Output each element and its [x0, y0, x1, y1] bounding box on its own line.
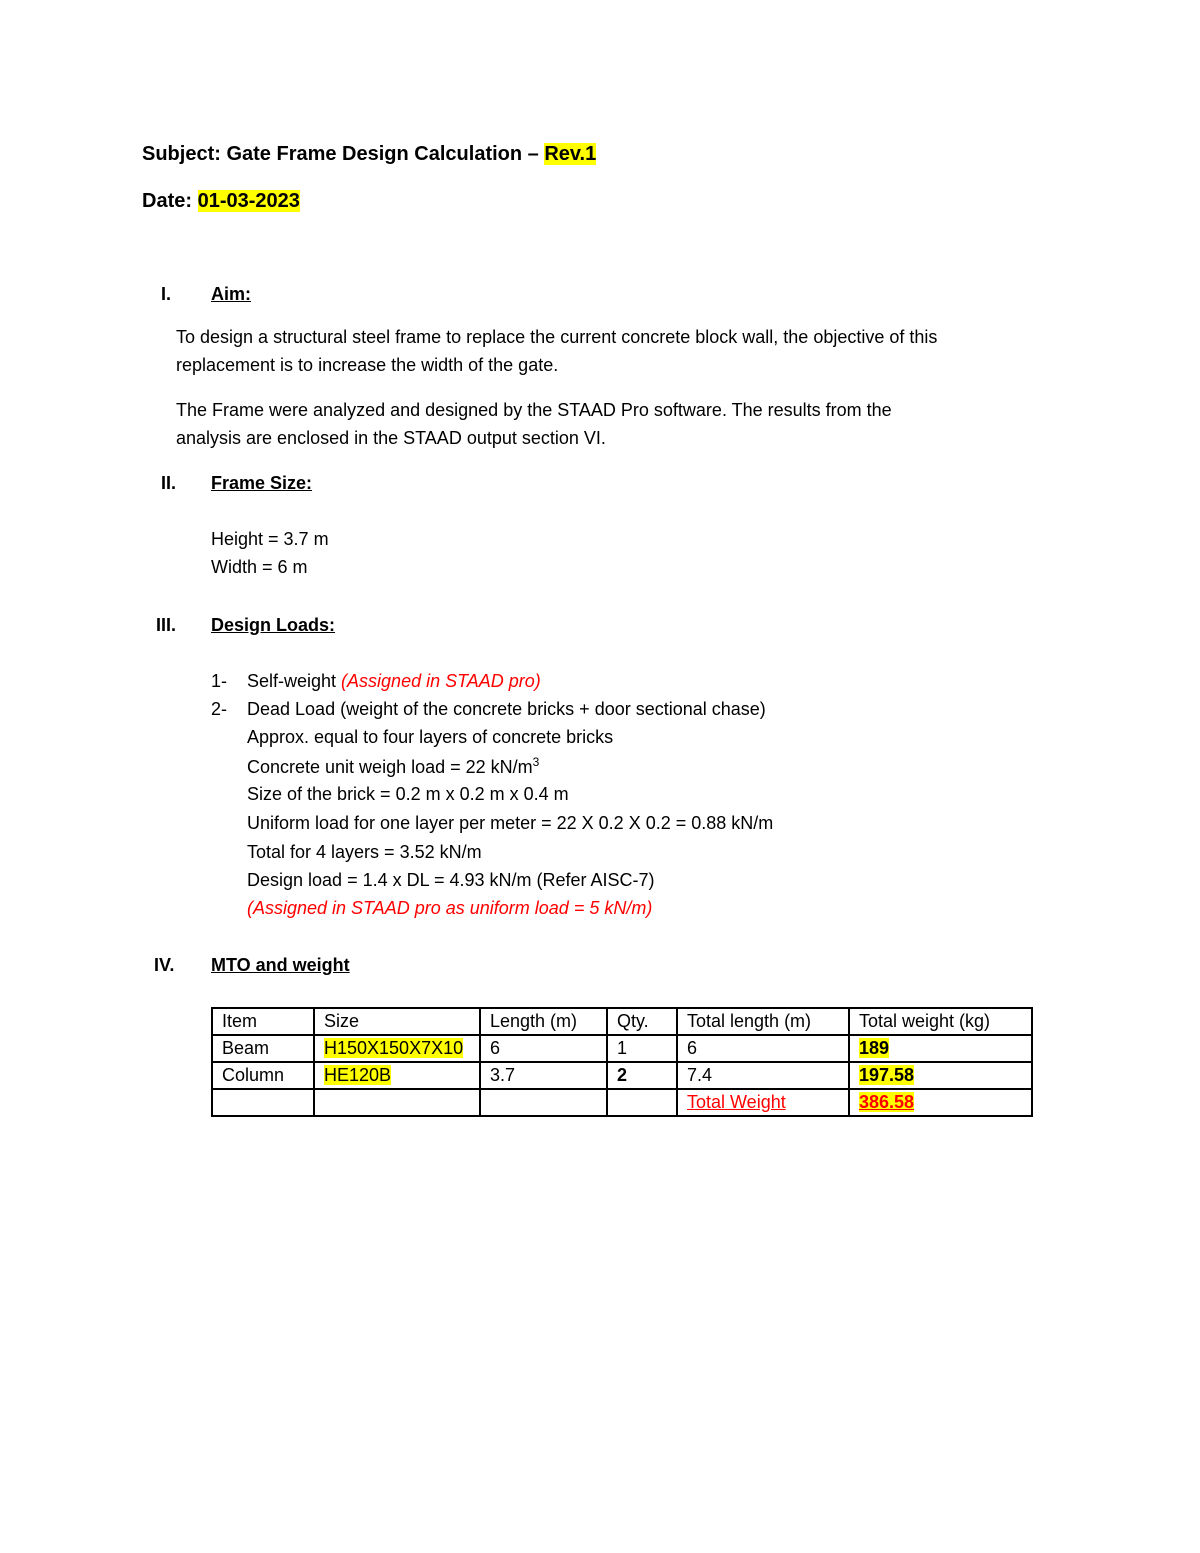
load-line-brick-size: Size of the brick = 0.2 m x 0.2 m x 0.4 m [247, 784, 569, 804]
subject-line [142, 143, 596, 166]
section-title-mto: MTO and weight [211, 955, 350, 975]
cell-empty [607, 1089, 677, 1116]
header-total-weight: Total weight (kg) [849, 1008, 1032, 1035]
cell-total-weight [849, 1062, 1032, 1089]
cell-empty [314, 1089, 480, 1116]
date-line [142, 190, 300, 213]
unit-weight-text: Concrete unit weigh load = 22 kN/m [247, 757, 533, 777]
unit-weight-exponent: 3 [532, 755, 540, 769]
load-item-2-text: Dead Load (weight of the concrete bricks + door sectional chase) [247, 699, 766, 719]
cell-item: Column [212, 1062, 314, 1089]
cell-total-length: 7.4 [677, 1062, 849, 1089]
table-total-row [212, 1089, 1032, 1116]
cell-qty: 1 [607, 1035, 677, 1062]
size-value: HE120B [324, 1065, 392, 1085]
frame-width: Width = 6 m [211, 557, 308, 577]
header-total-length: Total length (m) [677, 1008, 849, 1035]
weight-value: 189 [859, 1038, 890, 1058]
section-title-design-loads: Design Loads: [211, 615, 336, 635]
cell-size [314, 1035, 480, 1062]
section-numeral-frame-size: II. [161, 473, 177, 493]
load-item-1-text: Self-weight [247, 671, 342, 691]
load-line-uniform: Uniform load for one layer per meter = 22 X 0.2 X 0.2 = 0.88 kN/m [247, 813, 774, 833]
table-row [212, 1035, 1032, 1062]
section-numeral-aim: I. [161, 284, 172, 304]
total-weight-value: 386.58 [859, 1092, 915, 1112]
header-item: Item [212, 1008, 314, 1035]
load-line-assigned-note: (Assigned in STAAD pro as uniform load = 5 kN/m) [247, 898, 653, 918]
date-label: Date: [142, 190, 198, 212]
total-weight-label: Total Weight [677, 1089, 849, 1116]
cell-qty: 2 [607, 1062, 677, 1089]
subject-label: Subject: Gate Frame Design Calculation – [142, 143, 545, 165]
load-item-1-number: 1- [211, 671, 228, 691]
date-value: 01-03-2023 [197, 190, 300, 212]
cell-length: 3.7 [480, 1062, 607, 1089]
cell-empty [480, 1089, 607, 1116]
aim-paragraph-2-line-1: The Frame were analyzed and designed by the STAAD Pro software. The results from the [176, 400, 892, 420]
cell-total-length: 6 [677, 1035, 849, 1062]
cell-length: 6 [480, 1035, 607, 1062]
header-qty: Qty. [607, 1008, 677, 1035]
cell-size [314, 1062, 480, 1089]
frame-height: Height = 3.7 m [211, 529, 329, 549]
cell-item: Beam [212, 1035, 314, 1062]
load-line-unit-weight [247, 755, 539, 778]
total-weight-cell [849, 1089, 1032, 1116]
aim-paragraph-1-line-2: replacement is to increase the width of the gate. [176, 355, 559, 375]
load-line-total: Total for 4 layers = 3.52 kN/m [247, 842, 482, 862]
load-item-2-number: 2- [211, 699, 228, 719]
load-line-approx: Approx. equal to four layers of concrete bricks [247, 727, 614, 747]
load-line-design: Design load = 1.4 x DL = 4.93 kN/m (Refer AISC-7) [247, 870, 655, 890]
weight-value: 197.58 [859, 1065, 915, 1085]
load-item-1-note: (Assigned in STAAD pro) [341, 671, 541, 691]
header-length: Length (m) [480, 1008, 607, 1035]
mto-table [211, 1007, 1033, 1117]
revision-badge: Rev.1 [544, 143, 597, 165]
section-title-aim: Aim: [211, 284, 251, 304]
section-numeral-design-loads: III. [156, 615, 177, 635]
aim-paragraph-1-line-1: To design a structural steel frame to replace the current concrete block wall, the objective of this [176, 327, 938, 347]
aim-paragraph-2-line-2: analysis are enclosed in the STAAD output section VI. [176, 428, 606, 448]
section-title-frame-size: Frame Size: [211, 473, 313, 493]
cell-total-weight [849, 1035, 1032, 1062]
load-item-1 [247, 671, 541, 692]
header-size: Size [314, 1008, 480, 1035]
table-row [212, 1062, 1032, 1089]
size-value: H150X150X7X10 [324, 1038, 464, 1058]
section-numeral-mto: IV. [154, 955, 175, 975]
cell-empty [212, 1089, 314, 1116]
table-header-row [212, 1008, 1032, 1035]
